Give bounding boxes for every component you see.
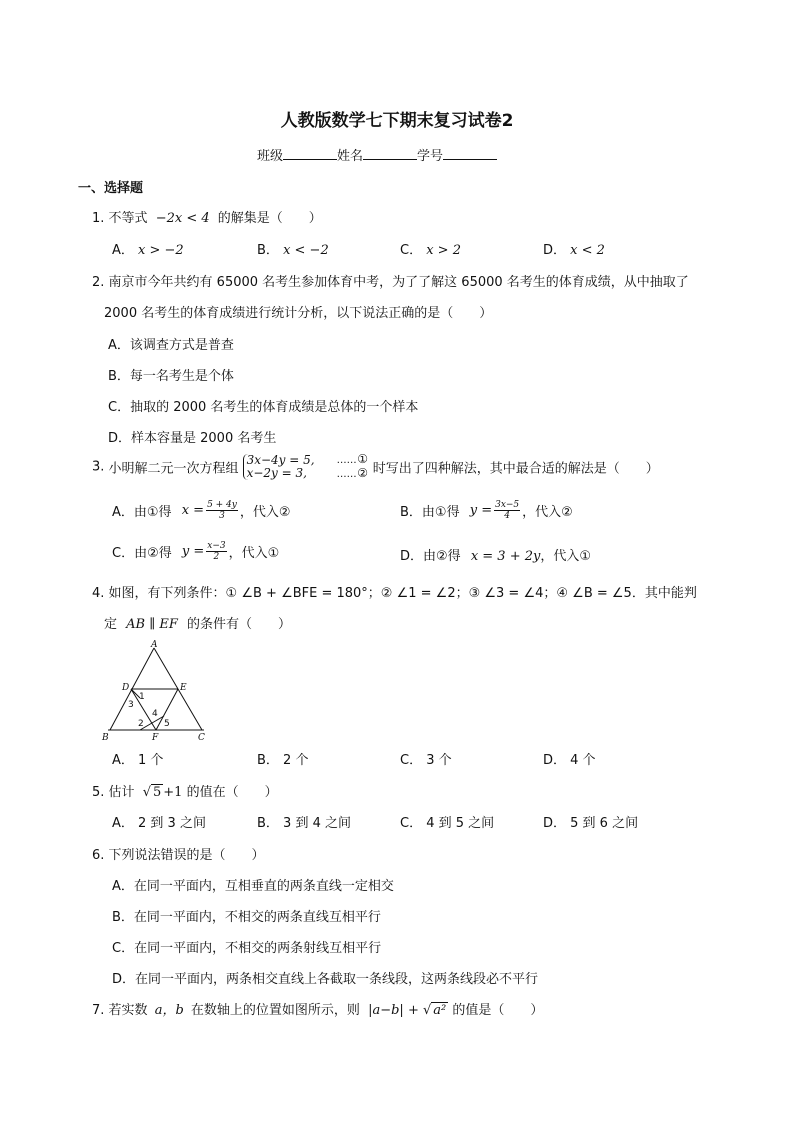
q3-b-numerator: 3x−5 bbox=[495, 500, 520, 510]
q3-c-numerator: x−3 bbox=[207, 541, 226, 551]
q7-sqrt-expr: √ a² bbox=[423, 1003, 447, 1018]
q3-option-a-tail: ，代入② bbox=[239, 505, 291, 520]
q6-option-a: A．在同一平面内，互相垂直的两条直线一定相交 bbox=[112, 879, 394, 894]
q3-option-a bbox=[112, 500, 291, 521]
q4-option-b: B． 2 个 bbox=[257, 753, 309, 768]
q6-number: 6. bbox=[92, 848, 105, 863]
equation-1: 3x−4y = 5, bbox=[246, 453, 315, 467]
q3-b-denominator: 4 bbox=[504, 511, 510, 521]
label-b: B bbox=[102, 733, 109, 743]
q1-number: 1. bbox=[92, 211, 105, 226]
q1-option-d bbox=[543, 239, 605, 258]
q7-abs-expr: |a−b| bbox=[368, 1003, 404, 1018]
angle-4: 4 bbox=[152, 709, 158, 719]
q3-option-a-fraction bbox=[206, 500, 238, 521]
q6-option-c: C．在同一平面内，不相交的两条射线互相平行 bbox=[112, 941, 382, 956]
q1-option-b bbox=[257, 239, 329, 258]
question-4 bbox=[92, 582, 697, 601]
q3-option-b-lhs: y = bbox=[469, 503, 493, 518]
q4-option-c: C． 3 个 bbox=[400, 753, 452, 768]
q7-plus: + bbox=[407, 1003, 419, 1018]
q3-option-c bbox=[112, 541, 279, 562]
label-a: A bbox=[151, 640, 158, 650]
q5-number: 5. bbox=[92, 785, 105, 800]
q5-option-d: D． 5 到 6 之间 bbox=[543, 816, 639, 831]
class-label: 班级 bbox=[257, 149, 284, 164]
q4-option-a: A． 1 个 bbox=[112, 753, 164, 768]
q1-option-b-label: B． bbox=[257, 243, 279, 258]
question-6 bbox=[92, 844, 265, 863]
q4-triangle-figure bbox=[100, 638, 215, 744]
q3-a-numerator: 5 + 4y bbox=[207, 500, 237, 510]
dots-2: …… bbox=[336, 469, 357, 480]
q3-option-d-expr: x = 3 + 2y bbox=[470, 549, 541, 564]
q7-radicand: a² bbox=[433, 1003, 447, 1018]
section-heading: 一、选择题 bbox=[78, 181, 144, 196]
q1-stem-a: 不等式 bbox=[108, 211, 148, 226]
page-title: 人教版数学七下期末复习试卷2 bbox=[280, 111, 514, 131]
question-3 bbox=[92, 453, 659, 481]
angle-2: 2 bbox=[138, 719, 144, 729]
class-blank bbox=[283, 147, 337, 160]
angle-3: 3 bbox=[128, 700, 134, 710]
q1-option-c-expr: x > 2 bbox=[426, 243, 461, 258]
q5-stem-b: 的值在（ ） bbox=[186, 785, 278, 800]
equation-markers bbox=[337, 453, 369, 481]
q1-option-b-expr: x < −2 bbox=[283, 243, 329, 258]
circle-mark-1: ① bbox=[357, 452, 368, 466]
angle-1: 1 bbox=[139, 692, 145, 702]
q4-line-2-lead: 定 bbox=[104, 617, 118, 632]
q3-option-d bbox=[400, 545, 591, 564]
question-2 bbox=[92, 271, 689, 290]
q3-option-d-tail: ，代入① bbox=[540, 549, 592, 564]
q4-line-2-tail: 的条件有（ ） bbox=[187, 617, 292, 632]
q2-line-1: 南京市今年共约有 65000 名考生参加体育中考，为了了解这 65000 名考生的体育成绩，从中抽取了 bbox=[108, 275, 689, 290]
q5-plus-one: +1 bbox=[163, 785, 183, 800]
q7-stem-c: 的值是（ ） bbox=[452, 1003, 544, 1018]
id-label: 学号 bbox=[417, 149, 444, 164]
q3-option-b-lead: B．由①得 bbox=[400, 505, 460, 520]
id-blank bbox=[443, 147, 497, 160]
q3-option-b-fraction bbox=[494, 500, 520, 521]
q1-option-a-expr: x > −2 bbox=[138, 243, 184, 258]
q7-variables: a，b bbox=[154, 1003, 184, 1018]
q3-option-d-lead: D．由②得 bbox=[400, 549, 461, 564]
q3-option-c-fraction bbox=[206, 541, 226, 562]
q3-a-denominator: 3 bbox=[219, 511, 225, 521]
q4-number: 4. bbox=[92, 586, 105, 601]
equation-2: x−2y = 3, bbox=[246, 466, 307, 480]
label-e: E bbox=[180, 683, 187, 693]
label-c: C bbox=[198, 733, 205, 743]
q2-option-b: B．每一名考生是个体 bbox=[108, 369, 234, 384]
question-5 bbox=[92, 781, 278, 800]
label-d: D bbox=[122, 683, 130, 693]
q3-stem-b: 时写出了四种解法，其中最合适的解法是（ ） bbox=[372, 461, 659, 477]
q7-stem-a: 若实数 bbox=[108, 1003, 148, 1018]
q4-option-d: D． 4 个 bbox=[543, 753, 596, 768]
q3-option-c-tail: ，代入① bbox=[228, 546, 280, 561]
q2-option-c: C．抽取的 2000 名考生的体育成绩是总体的一个样本 bbox=[108, 400, 419, 415]
q1-option-a bbox=[112, 239, 184, 258]
q4-line-1: 如图，有下列条件：① ∠B + ∠BFE = 180°；② ∠1 = ∠2；③ ∠3 = ∠4；④ ∠B = ∠5．其中能判 bbox=[108, 586, 697, 601]
q1-option-a-label: A． bbox=[112, 243, 134, 258]
q1-expression: −2x < 4 bbox=[155, 211, 210, 226]
dots-1: …… bbox=[336, 455, 357, 466]
q3-option-b-tail: ，代入② bbox=[522, 505, 573, 520]
equation-system bbox=[243, 454, 315, 480]
circle-mark-2: ② bbox=[357, 466, 368, 480]
q4-parallel-expr: AB ∥ EF bbox=[126, 617, 178, 632]
q1-option-c bbox=[400, 239, 461, 258]
q2-line-2: 2000 名考生的体育成绩进行统计分析，以下说法正确的是（ ） bbox=[104, 306, 493, 321]
label-f: F bbox=[152, 733, 159, 743]
name-blank bbox=[363, 147, 417, 160]
q3-option-b bbox=[400, 500, 573, 521]
q1-option-d-label: D． bbox=[543, 243, 567, 258]
angle-5: 5 bbox=[164, 719, 170, 729]
q7-stem-b: 在数轴上的位置如图所示，则 bbox=[190, 1003, 360, 1018]
q6-option-d: D．在同一平面内，两条相交直线上各截取一条线段，这两条线段必不平行 bbox=[112, 972, 539, 987]
question-7 bbox=[92, 999, 543, 1018]
q3-option-c-lhs: y = bbox=[181, 544, 205, 559]
q1-stem-b: 的解集是（ ） bbox=[217, 211, 322, 226]
q5-stem-a: 估计 bbox=[108, 785, 135, 800]
question-1 bbox=[92, 207, 322, 226]
q2-number: 2. bbox=[92, 275, 105, 290]
q5-sqrt-expr: √ 5 +1 bbox=[142, 785, 183, 800]
q5-option-b: B． 3 到 4 之间 bbox=[257, 816, 351, 831]
q3-stem-a: 小明解二元一次方程组 bbox=[108, 461, 239, 477]
q3-option-a-lhs: x = bbox=[181, 503, 205, 518]
q2-option-d: D．样本容量是 2000 名考生 bbox=[108, 431, 277, 446]
name-label: 姓名 bbox=[337, 149, 364, 164]
q6-option-b: B．在同一平面内，不相交的两条直线互相平行 bbox=[112, 910, 381, 925]
q5-radicand: 5 bbox=[153, 785, 162, 800]
q7-number: 7. bbox=[92, 1003, 105, 1018]
q3-option-a-lead: A．由①得 bbox=[112, 505, 172, 520]
q1-option-c-label: C． bbox=[400, 243, 423, 258]
q3-number: 3. bbox=[92, 459, 105, 475]
student-info-line bbox=[257, 145, 497, 164]
q1-option-d-expr: x < 2 bbox=[570, 243, 605, 258]
q3-c-denominator: 2 bbox=[213, 552, 220, 562]
q4-line-2 bbox=[104, 613, 291, 632]
q5-option-c: C． 4 到 5 之间 bbox=[400, 816, 495, 831]
q5-option-a: A． 2 到 3 之间 bbox=[112, 816, 206, 831]
q6-stem: 下列说法错误的是（ ） bbox=[108, 848, 265, 863]
q3-option-c-lead: C．由②得 bbox=[112, 546, 172, 561]
q2-option-a: A．该调查方式是普查 bbox=[108, 338, 234, 353]
